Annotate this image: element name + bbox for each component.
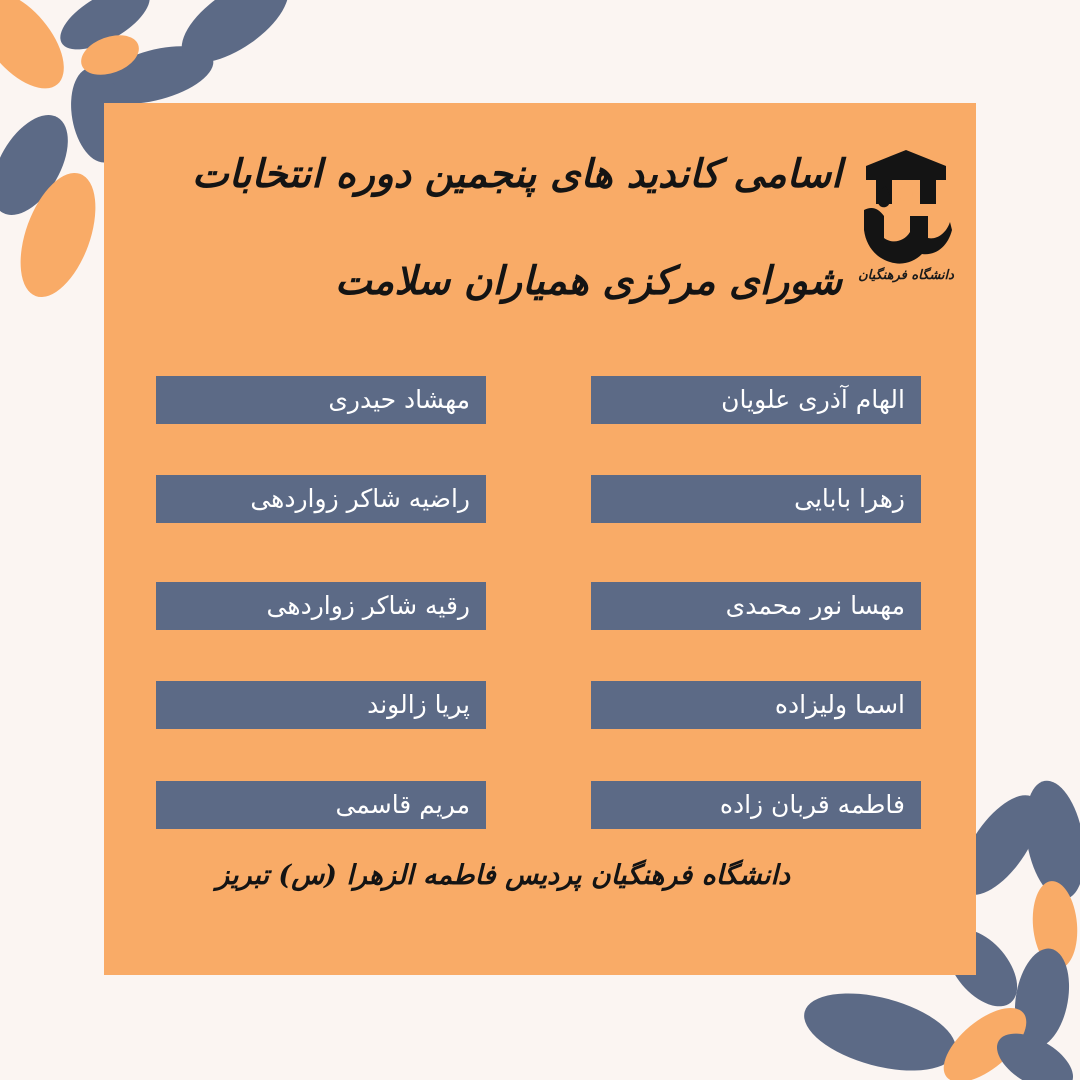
candidate-name: زهرا بابایی xyxy=(591,475,921,523)
title-line-2: شورای مرکزی همیاران سلامت xyxy=(335,258,842,304)
candidate-name: رقیه شاکر زواردهی xyxy=(156,582,486,630)
candidate-name: مهشاد حیدری xyxy=(156,376,486,424)
content-panel xyxy=(104,103,976,975)
candidate-name: راضیه شاکر زواردهی xyxy=(156,475,486,523)
candidate-name: مهسا نور محمدی xyxy=(591,582,921,630)
footer-institution: دانشگاه فرهنگیان پردیس فاطمه الزهرا (س) تبریز xyxy=(216,860,790,891)
candidate-name: فاطمه قربان زاده xyxy=(591,781,921,829)
candidate-name: پریا زالوند xyxy=(156,681,486,729)
candidate-name: الهام آذری علویان xyxy=(591,376,921,424)
logo-caption: دانشگاه فرهنگیان xyxy=(858,268,954,283)
candidate-name: مریم قاسمی xyxy=(156,781,486,829)
title-line-1: اسامی کاندید های پنجمین دوره انتخابات xyxy=(192,151,842,197)
candidate-name: اسما ولیزاده xyxy=(591,681,921,729)
